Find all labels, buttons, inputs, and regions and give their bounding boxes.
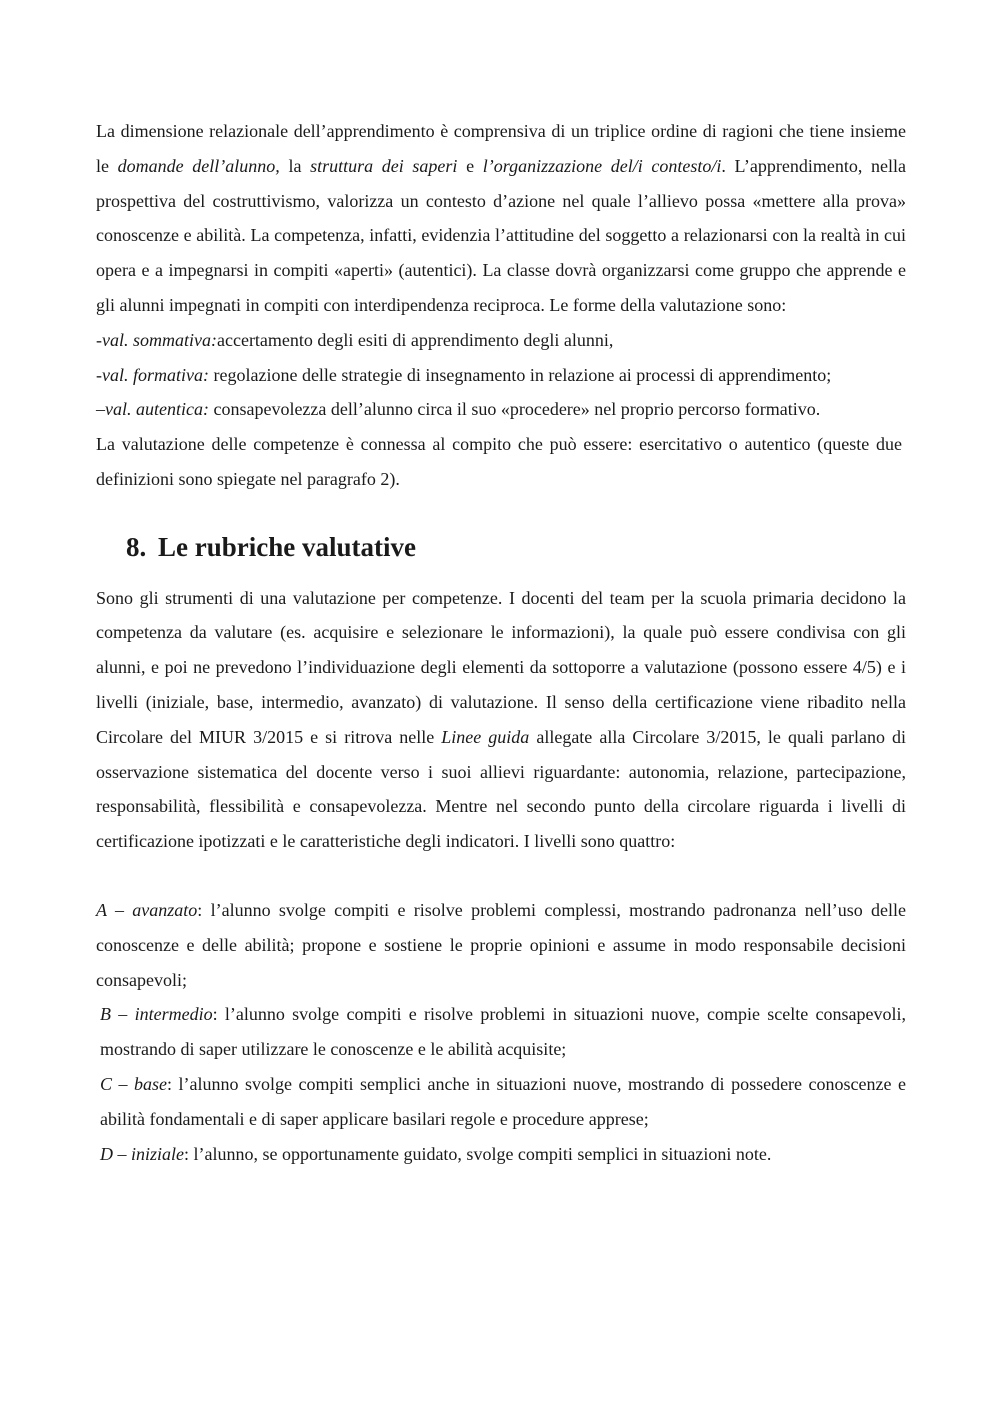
level-text: : l’alunno svolge compiti semplici anche in situazioni nuove, mostrando di possedere conoscenze e abilità fondamentali e di saper applicare basilari regole e procedure apprese; (100, 1073, 907, 1129)
level-d (96, 1137, 906, 1172)
section-title: Le rubriche valutative (158, 531, 416, 562)
form-item-formativa (96, 358, 906, 393)
intro-paragraph (96, 114, 906, 323)
closing-paragraph: La valutazione delle competenze è connessa al compito che può essere: esercitativo o autentico (queste due definizioni sono spiegate nel paragrafo 2). (96, 434, 902, 489)
form-item-text: accertamento degli esiti di apprendimento degli alunni, (216, 329, 614, 350)
heading-spacer (96, 565, 906, 581)
intro-text-a: La dimensione relazionale dell’apprendimento è comprensiva di un triplice ordine di ragioni che tiene insieme le (96, 121, 906, 176)
levels-spacer (96, 859, 906, 893)
form-item-head: -val. sommativa: (96, 329, 217, 350)
form-item-text: consapevolezza dell’alunno circa il suo «procedere» nel proprio percorso formativo. (208, 399, 821, 420)
intro-text-c: e (457, 155, 483, 176)
form-item-autentica (96, 392, 906, 427)
level-a (96, 893, 906, 997)
level-text: : l’alunno, se opportunamente guidato, svolge compiti semplici in situazioni note. (184, 1143, 772, 1164)
section-heading (96, 530, 906, 565)
intro-text-b: la (279, 155, 311, 176)
level-lead: D – iniziale (100, 1143, 184, 1164)
intro-italic-2: struttura dei saperi (310, 155, 458, 176)
section-spacer (96, 497, 906, 530)
level-text: : l’alunno svolge compiti e risolve problemi in situazioni nuove, compie scelte consapevoli, mostrando di saper utilizzare le conoscenze e le abilità acquisite; (100, 1004, 906, 1060)
rubrics-text-b: allegate alla Circolare 3/2015, le quali parlano di osservazione sistematica del docente verso i suoi allievi riguardante: autonomia, relazione, partecipazione, responsabilità, flessibilità e consapevolezza. Mentre nel secondo punto della circolare riguarda i livelli di certificazione ipotizzati e le caratteristiche degli indicatori. I livelli sono quattro: (96, 726, 906, 852)
section-number: 8. (126, 531, 147, 562)
level-lead: C – base (100, 1073, 168, 1094)
rubrics-paragraph (96, 581, 906, 859)
form-item-head: -val. formativa: (96, 364, 209, 385)
level-c (96, 1067, 906, 1137)
document-page (96, 114, 906, 1171)
level-text: : l’alunno svolge compiti e risolve problemi complessi, mostrando padronanza nell’uso delle conoscenze e delle abilità; propone e sostiene le proprie opinioni e assume in modo responsabile decisioni consapevoli; (96, 899, 906, 990)
rubrics-text-a: Sono gli strumenti di una valutazione per competenze. I docenti del team per la scuola primaria decidono la competenza da valutare (es. acquisire e selezionare le informazioni), la quale può essere condivisa con gli alunni, e poi ne prevedono l’individuazione degli elementi da sottoporre a valutazione (possono essere 4/5) e i livelli (iniziale, base, intermedio, avanzato) di valutazione. Il senso della certificazione viene ribadito nella Circolare del MIUR 3/2015 e si ritrova nelle (96, 587, 906, 747)
level-lead: B – intermedio (100, 1004, 213, 1025)
intro-text-d: . L’apprendimento, nella prospettiva del costruttivismo, valorizza un contesto d’azione nel quale l’allievo possa «mettere alla prova» conoscenze e abilità. La competenza, infatti, evidenzia l’attitudine del soggetto a relazionarsi con la realtà in cui opera e a impegnarsi in compiti «aperti» (autentici). La classe dovrà organizzarsi come gruppo che apprende e gli alunni impegnati in compiti con interdipendenza reciproca. Le forme della valutazione sono: (96, 155, 906, 315)
level-b (96, 997, 906, 1067)
level-lead: A – avanzato (96, 899, 198, 920)
form-item-head: –val. autentica: (96, 399, 209, 420)
form-item-text: regolazione delle strategie di insegnamento in relazione ai processi di apprendimento; (208, 364, 832, 385)
intro-italic-1: domande dell’alunno, (117, 155, 280, 176)
intro-italic-3: l’organizzazione del/i contesto/i (482, 155, 722, 176)
form-item-sommativa (96, 323, 906, 358)
rubrics-italic: Linee guida (441, 726, 530, 747)
